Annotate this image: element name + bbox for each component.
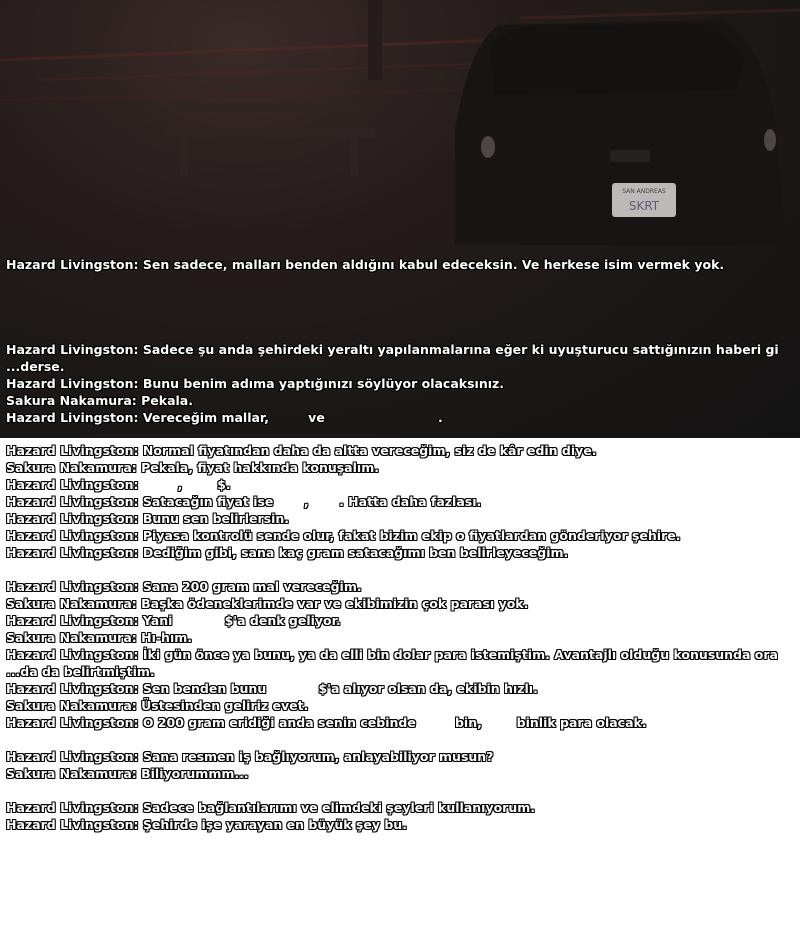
headlight-right-icon [764,129,776,151]
chat-line: Hazard Livingston: Sen sadece, malları benden aldığını kabul edeceksin. Ve herkese isim vermek yok. [6,257,725,272]
chat-line: Hazard Livingston: Satacağın fiyat ise , . Hatta daha fazlası. [6,494,482,509]
chat-line: Hazard Livingston: O 200 gram eridiği anda senin cebinde bin, binlik para olacak. [6,715,647,730]
chat-log-mid [6,341,779,426]
car [455,20,785,245]
chat-line: Sakura Nakamura: Pekala, fiyat hakkında konuşalım. [6,460,379,475]
chat-line: ...da da belirtmiştim. [6,664,155,679]
chat-line: Hazard Livingston: Vereceğim mallar, ve . [6,410,443,425]
license-plate-text: SKRT [628,199,660,213]
chat-spacer [6,782,778,799]
chat-line: Sakura Nakamura: Pekala. [6,393,193,408]
chat-line: Sakura Nakamura: Başka ödeneklerimde var ve ekibimizin çok parası yok. [6,596,529,611]
tree-trunk [368,0,382,80]
chat-line: Sakura Nakamura: Biliyorummm... [6,766,249,781]
license-plate-header: SAN ANDREAS [622,188,666,195]
chat-line: Hazard Livingston: Piyasa kontrolü sende olur, fakat bizim ekip o fiyatlardan gönderiyor şehire. [6,528,681,543]
chat-line: Hazard Livingston: , $. [6,477,231,492]
chat-line: Sakura Nakamura: Üstesinden geliriz evet. [6,698,309,713]
chat-log-top [6,256,724,273]
chat-line: Hazard Livingston: Bunu sen belirlersin. [6,511,290,526]
chat-spacer [6,561,778,578]
headlight-left-icon [481,136,495,158]
chat-line: Hazard Livingston: Sana 200 gram mal vereceğim. [6,579,362,594]
chat-line: Hazard Livingston: Sadece bağlantılarımı ve elimdeki şeyleri kullanıyorum. [6,800,536,815]
chat-line: Sakura Nakamura: Hı-hım. [6,630,193,645]
chat-line: Hazard Livingston: Sen benden bunu $'a alıyor olsan da, ekibin hızlı. [6,681,538,696]
chat-line: Hazard Livingston: Bunu benim adıma yaptığınızı söylüyor olacaksınız. [6,376,505,391]
chat-line: Hazard Livingston: İki gün önce ya bunu, ya da elli bin dolar para istemiştim. Avantajlı olduğu konusunda ora [6,647,778,662]
chat-line: Hazard Livingston: Şehirde işe yarayan en büyük şey bu. [6,817,407,832]
chat-line: ...derse. [6,359,65,374]
chat-line: Hazard Livingston: Normal fiyatından daha da altta vereceğim, siz de kâr edin diye. [6,443,597,458]
bench [165,103,375,176]
chat-spacer [6,731,778,748]
chat-log-bottom [6,442,778,833]
chat-line: Hazard Livingston: Sadece şu anda şehirdeki yeraltı yapılanmalarına eğer ki uyuşturucu sattığınızın haberi gi [6,342,779,357]
chat-line: Hazard Livingston: Sana resmen iş bağlıyorum, anlayabiliyor musun? [6,749,494,764]
chat-line: Hazard Livingston: Dediğim gibi, sana kaç gram satacağımı ben belirleyeceğim. [6,545,569,560]
chat-line: Hazard Livingston: Yani $'a denk geliyor. [6,613,341,628]
